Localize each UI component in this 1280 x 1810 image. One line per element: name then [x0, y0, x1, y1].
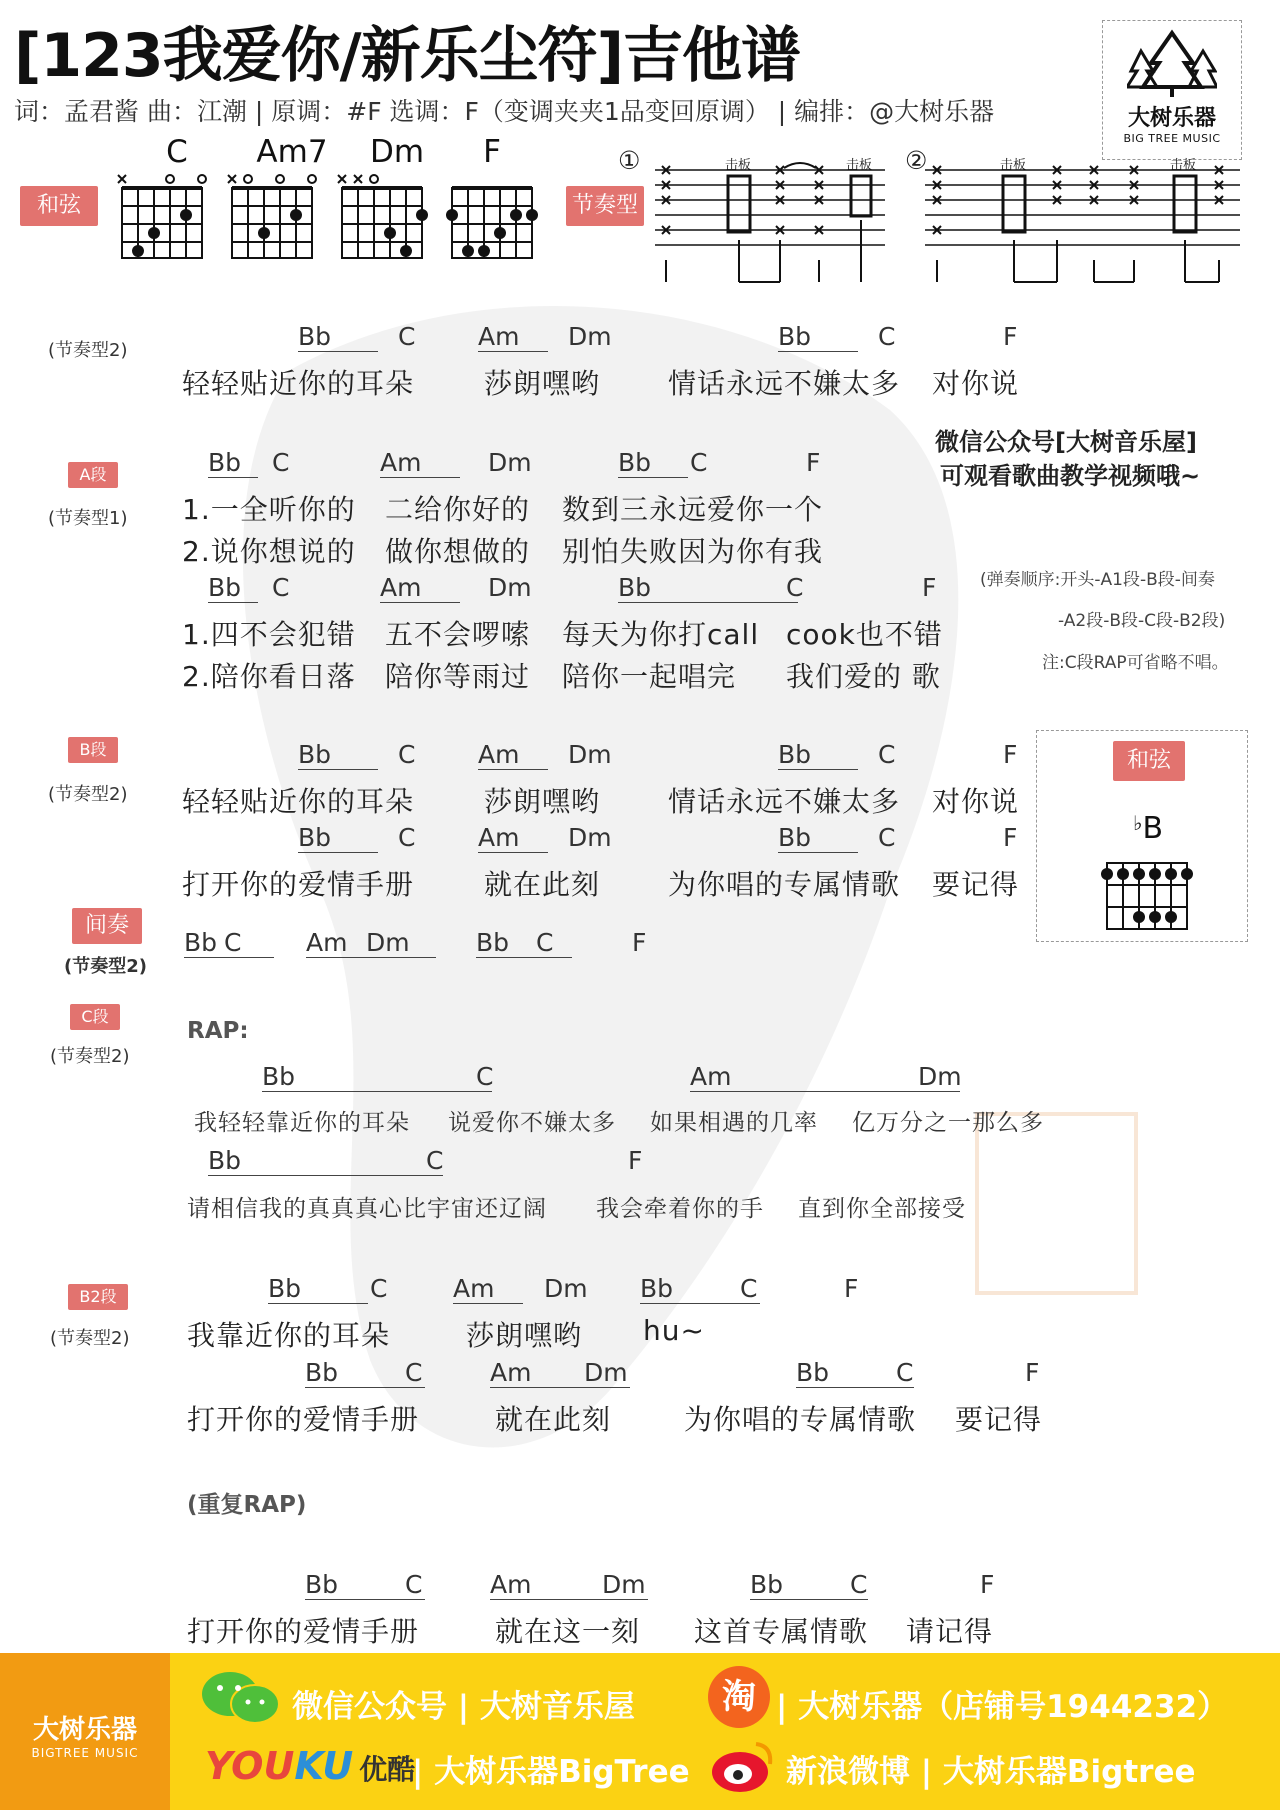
chord: Bb: [778, 740, 858, 770]
chord: Dm: [488, 448, 532, 477]
lyric: 请记得: [906, 1615, 994, 1648]
chord: Bb: [262, 1062, 492, 1092]
lyric: 为你唱的专属情歌: [684, 1403, 917, 1436]
tree-logo-icon: [1127, 29, 1217, 99]
rap-lyric: 亿万分之一那么多: [852, 1110, 1044, 1136]
section-a-badge: A段: [68, 462, 118, 488]
lyric: 莎朗嘿哟: [466, 1319, 583, 1352]
rhythm-tag: 节奏型: [566, 186, 644, 226]
lyric: 就在此刻: [495, 1403, 612, 1436]
chord: C: [370, 1274, 388, 1303]
chord: Am: [380, 448, 460, 478]
chord: C: [878, 322, 896, 351]
lyric: 莎朗嘿哟: [484, 367, 601, 400]
chord: Dm: [366, 928, 436, 958]
brand-logo: [1102, 20, 1242, 160]
rap-lyric: 我轻轻靠近你的耳朵: [194, 1110, 410, 1136]
lyric: 2.说你想说的: [182, 535, 356, 568]
footer-logo-en: BIGTREE MUSIC: [31, 1746, 139, 1760]
chord: Bb: [640, 1274, 760, 1304]
footer-wechat[interactable]: 微信公众号 | 大树音乐屋: [292, 1689, 635, 1725]
wechat-icon: [200, 1668, 280, 1728]
lyric: 就在这一刻: [495, 1615, 641, 1648]
chord: C: [398, 740, 416, 769]
footer-weibo[interactable]: 新浪微博 | 大树乐器Bigtree: [786, 1754, 1196, 1790]
chord: Bb: [618, 448, 688, 478]
rap-note: 注:C段RAP可省略不唱。: [1042, 653, 1229, 673]
rap-lyric: 如果相遇的几率: [650, 1110, 818, 1136]
rap-lyric: 说爱你不嫌太多: [448, 1110, 616, 1136]
chord: Dm: [544, 1274, 588, 1303]
chord: C: [896, 1358, 914, 1387]
lyric: 我们爱的 歌: [786, 660, 941, 693]
rhythm-pattern-2-num: ②: [905, 146, 928, 175]
lyric: 打开你的爱情手册: [187, 1403, 420, 1436]
song-credits: 词：孟君酱 曲：江潮 | 原调：#F 选调：F（变调夹夹1品变回原调） | 编排：@大树乐器: [14, 97, 995, 126]
footer-taobao[interactable]: | 大树乐器（店铺号1944232）: [776, 1689, 1229, 1725]
chord: F: [1003, 823, 1018, 852]
lyric: 打开你的爱情手册: [182, 868, 415, 901]
lyric: 莎朗嘿哟: [484, 785, 601, 818]
chord: Dm: [568, 740, 612, 769]
chord: C: [398, 322, 416, 351]
lyric: 1.一全听你的: [182, 493, 356, 526]
chord: Am: [690, 1062, 960, 1092]
chord: Bb: [618, 573, 798, 603]
rhythm-tabs: [650, 160, 1245, 290]
bb-chord-tag: 和弦: [1113, 741, 1185, 781]
lyric: cook也不错: [786, 618, 943, 651]
interlude-badge: 间奏: [72, 908, 142, 944]
intro-rhythm-type: (节奏型2): [48, 340, 128, 361]
rhythm-pattern-1-num: ①: [618, 146, 641, 175]
lyric: 五不会啰嗦: [385, 618, 531, 651]
chord: Bb: [268, 1274, 368, 1304]
chord: Bb: [208, 573, 258, 603]
chord: F: [806, 448, 821, 477]
wechat-note-1: 微信公众号[大树音乐屋]: [935, 428, 1197, 456]
chord: Am: [453, 1274, 523, 1304]
hit-label-1: 击板: [725, 158, 752, 173]
chord: F: [844, 1274, 859, 1303]
chord-name-dm: Dm: [369, 134, 425, 170]
taobao-icon: 淘: [708, 1666, 770, 1728]
chord: C: [272, 573, 290, 602]
chord-grid-am7: [232, 188, 312, 258]
chord: F: [1003, 322, 1018, 351]
chord: Bb: [305, 1358, 425, 1388]
section-a-rhythm-type: (节奏型1): [48, 508, 128, 529]
logo-en: BIG TREE MUSIC: [1123, 132, 1221, 145]
chord: C: [878, 740, 896, 769]
lyric: 我靠近你的耳朵: [187, 1319, 391, 1352]
chord: C: [405, 1358, 423, 1387]
chord: Bb: [750, 1570, 868, 1600]
bb-chord-box: [1036, 730, 1248, 942]
rap-lyric: 请相信我的真真真心比宇宙还辽阔: [187, 1196, 547, 1222]
watermark-seal: [975, 1112, 1138, 1295]
lyric: 要记得: [932, 868, 1020, 901]
lyric: 每天为你打call: [562, 618, 760, 651]
section-c-rhythm-type: (节奏型2): [50, 1046, 130, 1067]
chord: C: [690, 448, 708, 477]
chord: C: [878, 823, 896, 852]
footer-youku[interactable]: | 大树乐器BigTree: [412, 1754, 690, 1790]
chord: Dm: [568, 823, 612, 852]
chord: Bb: [796, 1358, 914, 1388]
chord-diagrams: [112, 134, 552, 264]
chord: Am: [380, 573, 460, 603]
youku-ku: KU: [294, 1744, 354, 1788]
footer-logo: [0, 1653, 170, 1810]
chord: Dm: [918, 1062, 962, 1091]
lyric: 1.四不会犯错: [182, 618, 356, 651]
youku-you: YOU: [205, 1744, 295, 1788]
chord: Bb: [778, 322, 858, 352]
youku-cn: 优酷: [359, 1753, 416, 1786]
lyric: 打开你的爱情手册: [187, 1615, 420, 1648]
rap-lyric: 直到你全部接受: [798, 1196, 966, 1222]
chord: Am: [478, 823, 548, 853]
chord: Dm: [488, 573, 532, 602]
chord: Bb: [305, 1570, 425, 1600]
repeat-rap-label: (重复RAP): [187, 1492, 307, 1518]
chord: F: [922, 573, 937, 602]
play-order-2: -A2段-B段-C段-B2段): [1058, 611, 1226, 631]
chord: C: [405, 1570, 423, 1599]
chord-grids: [112, 170, 552, 265]
page-title: [123我爱你/新乐尘符]吉他谱: [14, 21, 801, 91]
chord-name-am7: Am7: [256, 134, 328, 170]
lyric: 二给你好的: [385, 493, 531, 526]
chord: Am: [478, 322, 548, 352]
chords-tag: 和弦: [20, 186, 98, 226]
youku-logo: [205, 1744, 415, 1788]
chord: C: [850, 1570, 868, 1599]
lyric: 轻轻贴近你的耳朵: [182, 785, 415, 818]
hit-label-2: 击板: [846, 158, 873, 173]
chord: F: [1025, 1358, 1040, 1387]
chord: Bb: [298, 322, 378, 352]
chord: Bb: [476, 928, 536, 958]
chord: C: [272, 448, 290, 477]
chord: Dm: [584, 1358, 628, 1387]
play-order-1: (弹奏顺序:开头-A1段-B段-间奏: [980, 570, 1215, 590]
chord: Bb: [298, 823, 378, 853]
lyric: 就在此刻: [484, 868, 601, 901]
hit-label-4: 击板: [1170, 158, 1197, 173]
chord: Am: [490, 1358, 630, 1388]
chord: F: [632, 928, 647, 957]
rap-label: RAP:: [187, 1018, 249, 1044]
section-c-badge: C段: [70, 1004, 120, 1030]
chord: Dm: [568, 322, 612, 351]
chord: C: [536, 928, 572, 958]
lyric: 陪你一起唱完: [562, 660, 737, 693]
bb-chord-name: [1133, 811, 1163, 846]
weibo-icon: [708, 1738, 776, 1796]
interlude-rhythm-type: (节奏型2): [64, 956, 147, 977]
section-b-rhythm-type: (节奏型2): [48, 784, 128, 805]
lyric: 对你说: [932, 785, 1020, 818]
chord: F: [1003, 740, 1018, 769]
lyric: 做你想做的: [385, 535, 531, 568]
chord: C: [426, 1146, 444, 1175]
chord-name-c: C: [166, 134, 188, 170]
chord: Bb: [184, 928, 224, 958]
lyric: 陪你等雨过: [385, 660, 531, 693]
chord: Am: [478, 740, 548, 770]
chord: F: [980, 1570, 995, 1599]
lyric: 这首专属情歌: [694, 1615, 869, 1648]
section-b2-badge: B2段: [68, 1284, 128, 1310]
section-b-badge: B段: [68, 737, 118, 763]
lyric: 2.陪你看日落: [182, 660, 356, 693]
chord: F: [628, 1146, 643, 1175]
chord: Dm: [602, 1570, 646, 1599]
chord: Bb: [208, 1146, 443, 1176]
lyric: hu~: [643, 1314, 705, 1347]
footer-logo-cn: 大树乐器: [32, 1715, 137, 1745]
lyric: 别怕失败因为你有我: [562, 535, 824, 568]
chord: C: [740, 1274, 758, 1303]
chord: C: [224, 928, 274, 958]
rap-lyric: 我会牵着你的手: [596, 1196, 764, 1222]
logo-cn: 大树乐器: [1127, 106, 1216, 131]
lyric: 轻轻贴近你的耳朵: [182, 367, 415, 400]
chord: C: [476, 1062, 494, 1091]
lyric: 数到三永远爱你一个: [562, 493, 824, 526]
chord: Bb: [778, 823, 858, 853]
chord: Bb: [208, 448, 258, 478]
section-b2-rhythm-type: (节奏型2): [50, 1328, 130, 1349]
lyric: 为你唱的专属情歌: [668, 868, 901, 901]
hit-label-3: 击板: [1000, 158, 1027, 173]
bb-chord-letter: B: [1142, 811, 1164, 846]
bb-chord-grid: [1101, 855, 1193, 935]
chord: C: [786, 573, 804, 602]
lyric: 对你说: [932, 367, 1020, 400]
wechat-note-2: 可观看歌曲教学视频哦~: [940, 462, 1201, 490]
chord: C: [398, 823, 416, 852]
chord: Bb: [298, 740, 378, 770]
chord: Am: [306, 928, 366, 958]
lyric: 情话永远不嫌太多: [668, 367, 901, 400]
lyric: 要记得: [955, 1403, 1043, 1436]
chord-name-f: F: [483, 134, 501, 170]
lyric: 情话永远不嫌太多: [668, 785, 901, 818]
flat-sign: ♭: [1133, 811, 1143, 835]
chord: Am: [490, 1570, 648, 1600]
